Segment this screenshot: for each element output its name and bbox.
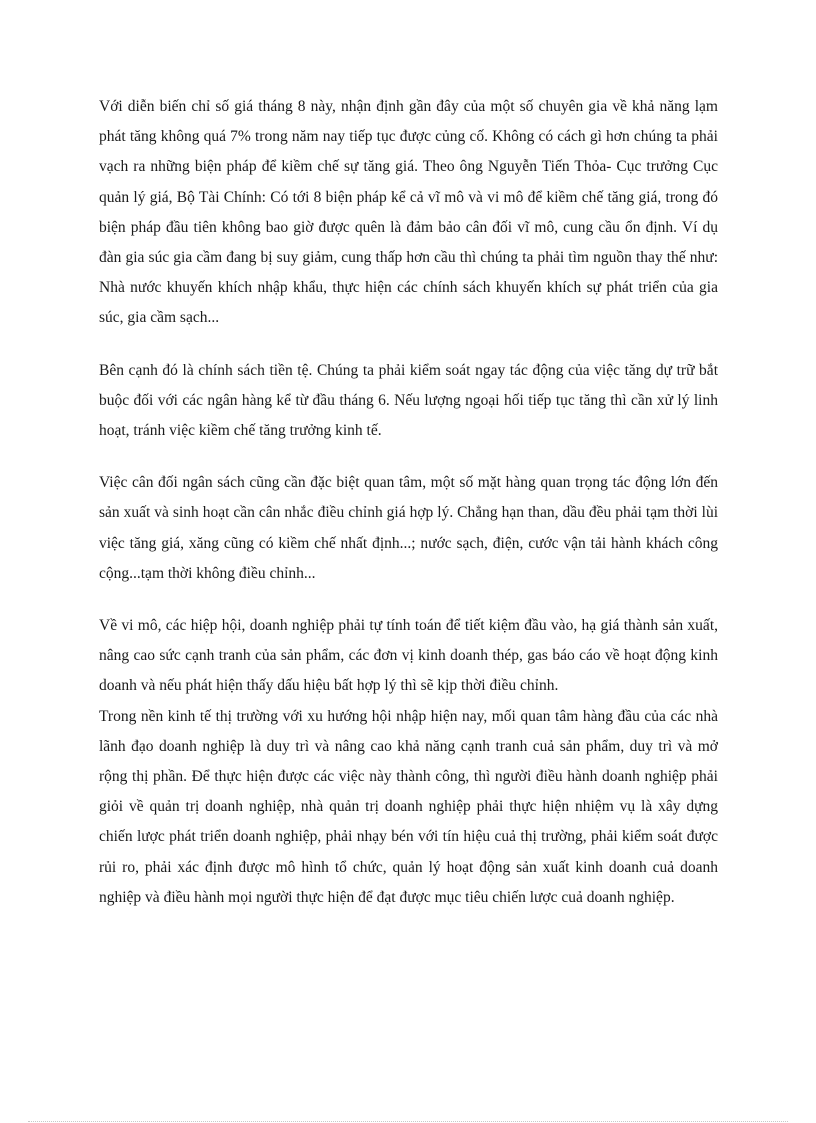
- paragraph-market-economy: Trong nền kinh tế thị trường với xu hướng hội nhập hiện nay, mối quan tâm hàng đầu của các nhà lãnh đạo doanh nghiệp là duy trì và nâng cao khả năng cạnh tranh cuả sản phẩm, duy trì và mở rộng thị phần. Để thực hiện được các việc này thành công, thì người điều hành doanh nghiệp phải giỏi về quản trị doanh nghiệp, nhà quản trị doanh nghiệp phải thực hiện nhiệm vụ là xây dựng chiến lược phát triển doanh nghiệp, phải nhạy bén với tín hiệu cuả thị trường, phải kiểm soát được rủi ro, phải xác định được mô hình tổ chức, quản lý hoạt động sản xuất kinh doanh cuả doanh nghiệp và điều hành mọi người thực hiện để đạt được mục tiêu chiến lược cuả doanh nghiệp.: [99, 707, 718, 906]
- paragraph-budget-balance: Việc cân đối ngân sách cũng cần đặc biệt quan tâm, một số mặt hàng quan trọng tác động lớn đến sản xuất và sinh hoạt cần cân nhắc điều chỉnh giá hợp lý. Chẳng hạn than, dầu đều phải tạm thời lùi việc tăng giá, xăng cũng có kiềm chế nhất định...; nước sạch, điện, cước vận tải hành khách công cộng...tạm thời không điều chỉnh...: [99, 474, 718, 582]
- paragraph-micro-level: Về vi mô, các hiệp hội, doanh nghiệp phải tự tính toán để tiết kiệm đầu vào, hạ giá thành sản xuất, nâng cao sức cạnh tranh của sản phẩm, các đơn vị kinh doanh thép, gas báo cáo về hoạt động kinh doanh và nếu phát hiện thấy dấu hiệu bất hợp lý thì sẽ kịp thời điều chỉnh.: [99, 617, 718, 695]
- paragraph-price-index: Với diễn biến chỉ số giá tháng 8 này, nhận định gần đây của một số chuyên gia về khả năng lạm phát tăng không quá 7% trong năm nay tiếp tục được củng cố. Không có cách gì hơn chúng ta phải vạch ra những biện pháp để kiềm chế sự tăng giá. Theo ông Nguyễn Tiến Thỏa- Cục trưởng Cục quản lý giá, Bộ Tài Chính: Có tới 8 biện pháp kể cả vĩ mô và vi mô để kiềm chế tăng giá, trong đó biện pháp đầu tiên không bao giờ được quên là đảm bảo cân đối vĩ mô, cung cầu ổn định. Ví dụ đàn gia súc gia cầm đang bị suy giảm, cung thấp hơn cầu thì chúng ta phải tìm nguồn thay thế như: Nhà nước khuyến khích nhập khẩu, thực hiện các chính sách khuyến khích sự phát triển của gia súc, gia cầm sạch...: [99, 98, 718, 327]
- page-bottom-dotted-rule: [28, 1121, 788, 1122]
- document-body: [99, 92, 718, 913]
- paragraph-monetary-policy: Bên cạnh đó là chính sách tiền tệ. Chúng ta phải kiểm soát ngay tác động của việc tăng dự trữ bắt buộc đối với các ngân hàng kể từ đầu tháng 6. Nếu lượng ngoại hối tiếp tục tăng thì cần xử lý linh hoạt, tránh việc kiềm chế tăng trưởng kinh tế.: [99, 361, 718, 440]
